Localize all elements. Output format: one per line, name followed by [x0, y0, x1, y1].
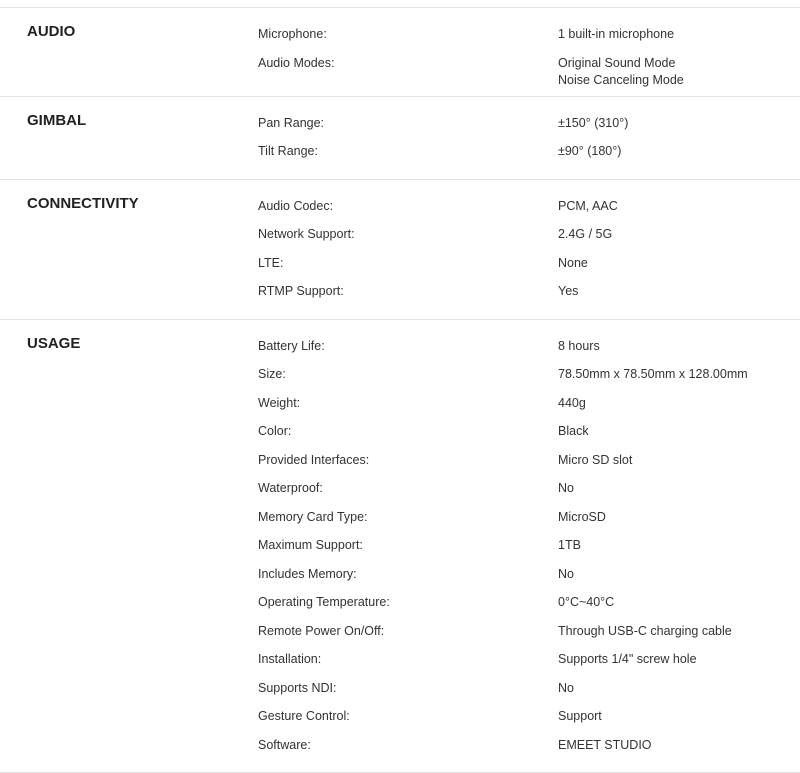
spec-row	[258, 423, 800, 452]
spec-label: Pan Range:	[258, 115, 558, 144]
spec-value-line: ±150° (310°)	[558, 115, 800, 132]
spec-row	[258, 143, 800, 172]
spec-row	[258, 198, 800, 227]
spec-table	[0, 7, 800, 773]
spec-value-line: Yes	[558, 283, 800, 300]
spec-value	[558, 594, 800, 623]
spec-value-line: 78.50mm x 78.50mm x 128.00mm	[558, 366, 800, 383]
spec-label: Software:	[258, 737, 558, 766]
spec-rows	[258, 115, 800, 172]
spec-value-line: Through USB-C charging cable	[558, 623, 800, 640]
spec-value-line: MicroSD	[558, 509, 800, 526]
spec-value-line: Original Sound Mode	[558, 55, 800, 72]
spec-row	[258, 366, 800, 395]
spec-rows	[258, 26, 800, 89]
spec-value	[558, 680, 800, 709]
spec-label: LTE:	[258, 255, 558, 284]
spec-label: Maximum Support:	[258, 537, 558, 566]
spec-row	[258, 651, 800, 680]
spec-row	[258, 55, 800, 89]
spec-value	[558, 226, 800, 255]
spec-value	[558, 366, 800, 395]
spec-value-line: Noise Canceling Mode	[558, 72, 800, 89]
spec-value-line: 1TB	[558, 537, 800, 554]
spec-value-line: Black	[558, 423, 800, 440]
spec-value	[558, 198, 800, 227]
spec-value-line: Support	[558, 708, 800, 725]
spec-value	[558, 452, 800, 481]
spec-value	[558, 509, 800, 538]
spec-row	[258, 708, 800, 737]
spec-label: RTMP Support:	[258, 283, 558, 312]
spec-label: Supports NDI:	[258, 680, 558, 709]
spec-rows	[258, 198, 800, 312]
spec-value	[558, 480, 800, 509]
spec-value-line: PCM, AAC	[558, 198, 800, 215]
spec-value	[558, 26, 800, 55]
spec-row	[258, 623, 800, 652]
spec-label: Microphone:	[258, 26, 558, 55]
spec-value	[558, 566, 800, 595]
spec-row	[258, 226, 800, 255]
spec-value	[558, 255, 800, 284]
spec-value-line: EMEET STUDIO	[558, 737, 800, 754]
spec-value	[558, 708, 800, 737]
section-title: CONNECTIVITY	[0, 194, 258, 312]
spec-row	[258, 594, 800, 623]
spec-row	[258, 480, 800, 509]
spec-label: Waterproof:	[258, 480, 558, 509]
spec-label: Color:	[258, 423, 558, 452]
spec-row	[258, 737, 800, 766]
spec-value-line: 1 built-in microphone	[558, 26, 800, 43]
spec-value	[558, 623, 800, 652]
spec-value	[558, 423, 800, 452]
spec-label: Tilt Range:	[258, 143, 558, 172]
spec-row	[258, 395, 800, 424]
spec-value	[558, 651, 800, 680]
spec-section-audio	[0, 8, 800, 97]
spec-value	[558, 115, 800, 144]
spec-row	[258, 566, 800, 595]
spec-label: Audio Codec:	[258, 198, 558, 227]
spec-label: Battery Life:	[258, 338, 558, 367]
spec-label: Size:	[258, 366, 558, 395]
spec-value-line: 8 hours	[558, 338, 800, 355]
spec-value-line: Supports 1/4" screw hole	[558, 651, 800, 668]
spec-row	[258, 255, 800, 284]
spec-row	[258, 283, 800, 312]
spec-value-line: Micro SD slot	[558, 452, 800, 469]
spec-value	[558, 395, 800, 424]
spec-value-line: 2.4G / 5G	[558, 226, 800, 243]
section-title: GIMBAL	[0, 111, 258, 172]
spec-value	[558, 143, 800, 172]
spec-label: Weight:	[258, 395, 558, 424]
spec-label: Operating Temperature:	[258, 594, 558, 623]
spec-value	[558, 537, 800, 566]
spec-label: Includes Memory:	[258, 566, 558, 595]
spec-value-line: No	[558, 566, 800, 583]
spec-row	[258, 115, 800, 144]
spec-row	[258, 338, 800, 367]
section-title: AUDIO	[0, 22, 258, 89]
spec-value	[558, 737, 800, 766]
spec-row	[258, 452, 800, 481]
spec-label: Network Support:	[258, 226, 558, 255]
spec-value	[558, 338, 800, 367]
spec-section-gimbal	[0, 97, 800, 180]
spec-row	[258, 537, 800, 566]
spec-label: Remote Power On/Off:	[258, 623, 558, 652]
spec-value-line: 0°C~40°C	[558, 594, 800, 611]
spec-section-usage	[0, 320, 800, 773]
spec-label: Memory Card Type:	[258, 509, 558, 538]
spec-label: Audio Modes:	[258, 55, 558, 89]
spec-value	[558, 55, 800, 89]
spec-row	[258, 509, 800, 538]
spec-row	[258, 26, 800, 55]
spec-label: Gesture Control:	[258, 708, 558, 737]
spec-value-line: No	[558, 480, 800, 497]
spec-section-connectivity	[0, 180, 800, 320]
spec-value-line: ±90° (180°)	[558, 143, 800, 160]
spec-value	[558, 283, 800, 312]
spec-value-line: No	[558, 680, 800, 697]
spec-rows	[258, 338, 800, 766]
spec-label: Provided Interfaces:	[258, 452, 558, 481]
spec-value-line: 440g	[558, 395, 800, 412]
spec-value-line: None	[558, 255, 800, 272]
spec-row	[258, 680, 800, 709]
spec-label: Installation:	[258, 651, 558, 680]
section-title: USAGE	[0, 334, 258, 766]
